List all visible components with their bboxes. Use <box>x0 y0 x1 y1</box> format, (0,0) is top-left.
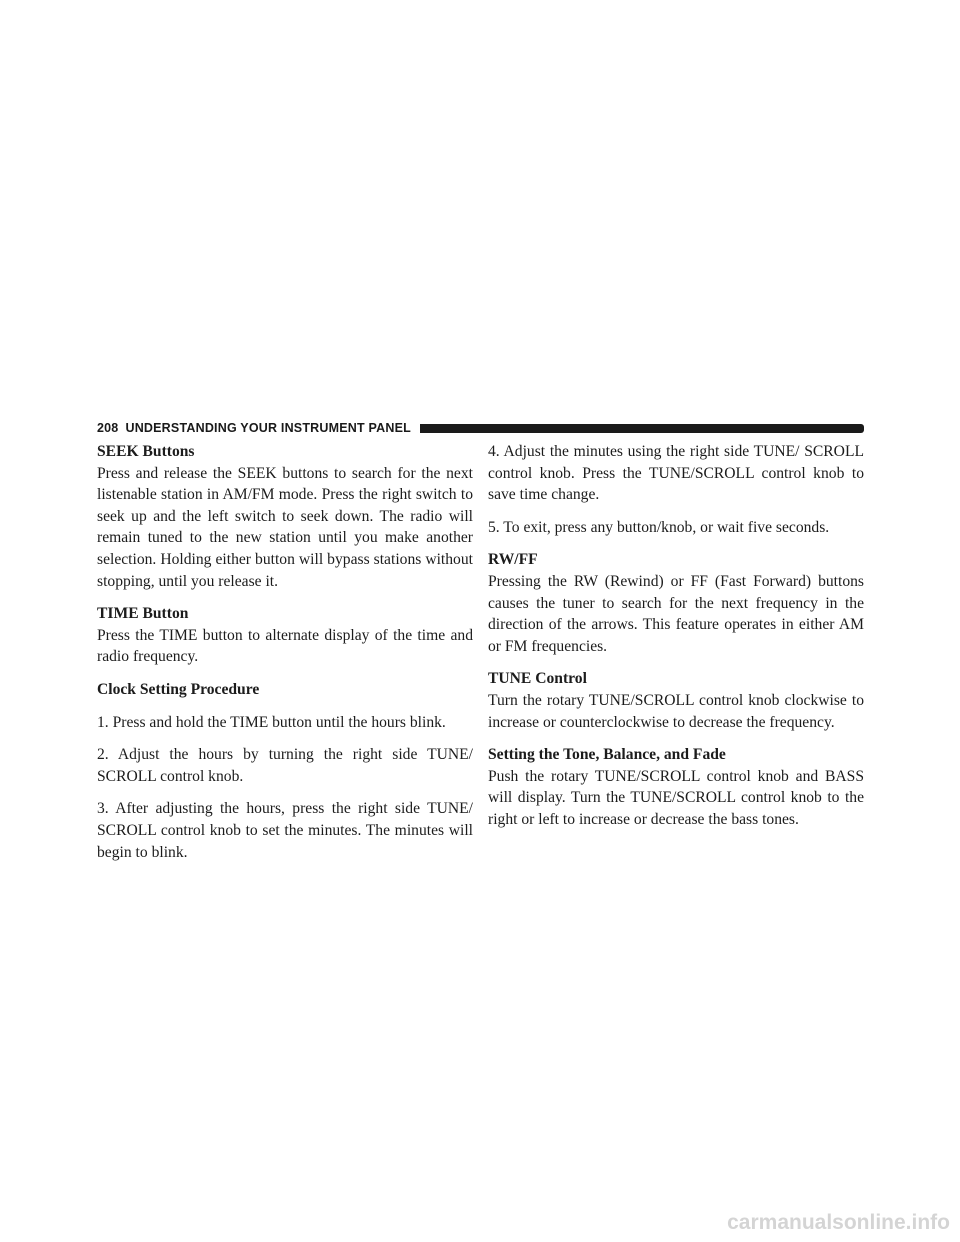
page-number: 208 <box>97 421 119 435</box>
clock-step-5: 5. To exit, press any button/knob, or wait five seconds. <box>488 518 830 536</box>
right-column <box>488 441 864 842</box>
clock-step-3: 3. After adjusting the hours, press the right side TUNE/ SCROLL control knob to set the minutes. The minutes will begin to blink. <box>97 800 473 861</box>
tune-section <box>488 668 864 733</box>
time-heading: TIME Button <box>97 605 189 623</box>
seek-body: Press and release the SEEK buttons to search for the next listenable station in AM/FM mode. Press the right switch to seek up and the left switch to seek down. The radio will remain tuned to the new station until you make another selection. Holding either button will bypass stations without stopping, until you release it. <box>97 464 473 590</box>
rwff-body: Pressing the RW (Rewind) or FF (Fast Forward) buttons causes the tuner to search for the next frequency in the direction of the arrows. This feature operates in either AM or FM frequencies. <box>488 572 864 655</box>
clock-heading: Clock Setting Procedure <box>97 680 260 698</box>
clock-step-2: 2. Adjust the hours by turning the right side TUNE/ SCROLL control knob. <box>97 746 473 785</box>
watermark: carmanualsonline.info <box>727 1211 950 1234</box>
tune-heading: TUNE Control <box>488 670 587 688</box>
tone-body: Push the rotary TUNE/SCROLL control knob and BASS will display. Turn the TUNE/SCROLL control knob to the right or left to increase or decrease the bass tones. <box>488 767 864 828</box>
clock-section <box>97 679 473 863</box>
time-body: Press the TIME button to alternate display of the time and radio frequency. <box>97 626 473 666</box>
tune-body: Turn the rotary TUNE/SCROLL control knob clockwise to increase or counterclockwise to decrease the frequency. <box>488 691 864 731</box>
clock-step-1: 1. Press and hold the TIME button until the hours blink. <box>97 713 446 731</box>
page-header <box>97 419 864 437</box>
seek-section <box>97 441 473 592</box>
section-title: UNDERSTANDING YOUR INSTRUMENT PANEL <box>125 421 411 435</box>
rwff-heading: RW/FF <box>488 551 538 569</box>
seek-heading: SEEK Buttons <box>97 443 195 460</box>
left-column <box>97 441 473 874</box>
header-rule <box>420 424 864 433</box>
clock-step-4: 4. Adjust the minutes using the right side TUNE/ SCROLL control knob. Press the TUNE/SCROLL control knob to save time change. <box>488 443 864 504</box>
tone-section <box>488 744 864 830</box>
rwff-section <box>488 549 864 657</box>
tone-heading: Setting the Tone, Balance, and Fade <box>488 746 726 764</box>
time-section <box>97 603 473 668</box>
